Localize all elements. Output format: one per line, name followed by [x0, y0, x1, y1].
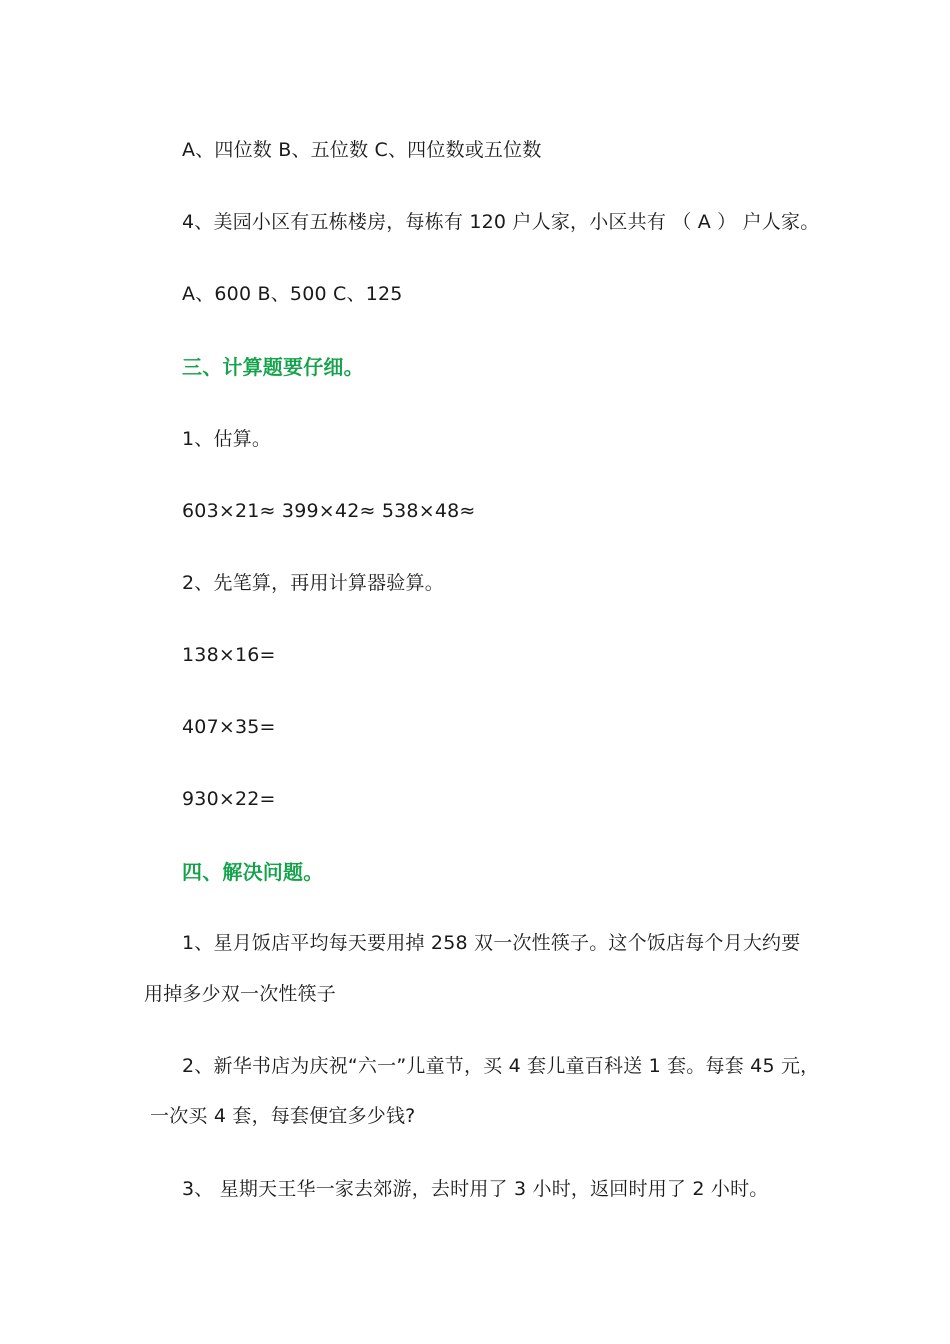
section-heading-problems: 四、解决问题。	[182, 860, 324, 884]
expression-407x35: 407×35=	[182, 716, 276, 738]
problem-2-line-2: 一次买 4 套，每套便宜多少钱?	[150, 1105, 416, 1127]
choice-options-q4: A、600 B、500 C、125	[182, 283, 403, 305]
subquestion-estimate: 1、估算。	[182, 428, 272, 450]
problem-1-line-1: 1、星月饭店平均每天要用掉 258 双一次性筷子。这个饭店每个月大约要	[182, 932, 801, 954]
problem-3-line-1: 3、 星期天王华一家去郊游，去时用了 3 小时，返回时用了 2 小时。	[182, 1178, 769, 1200]
expression-138x16: 138×16=	[182, 644, 276, 666]
problem-2-line-1: 2、新华书店为庆祝“六一”儿童节，买 4 套儿童百科送 1 套。每套 45 元，	[182, 1055, 820, 1077]
section-heading-calculation: 三、计算题要仔细。	[182, 355, 364, 379]
problem-1-line-2: 用掉多少双一次性筷子	[144, 983, 337, 1005]
question-4: 4、美园小区有五栋楼房，每栋有 120 户人家，小区共有 （ A ） 户人家。	[182, 211, 820, 233]
estimate-expressions: 603×21≈ 399×42≈ 538×48≈	[182, 500, 476, 522]
choice-options-q3: A、四位数 B、五位数 C、四位数或五位数	[182, 139, 542, 161]
expression-930x22: 930×22=	[182, 788, 276, 810]
subquestion-written-calculation: 2、先笔算，再用计算器验算。	[182, 572, 444, 594]
